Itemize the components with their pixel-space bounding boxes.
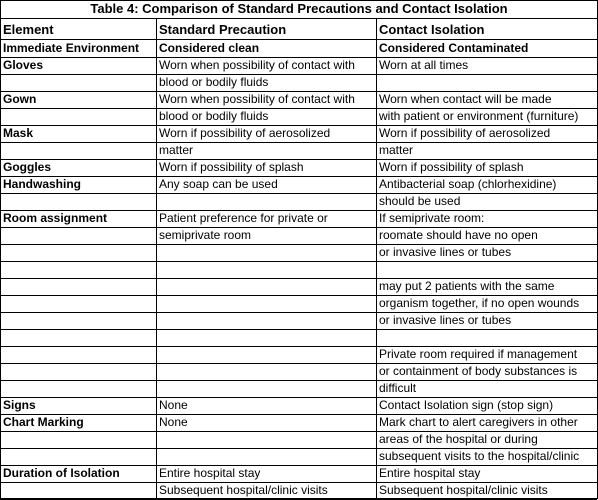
table-cell: Entire hospital stay: [159, 466, 261, 480]
table-cell: Worn if possibility of splash: [379, 160, 524, 174]
table-cell: Subsequent hospital/clinic visits: [379, 483, 548, 497]
table-cell: may put 2 patients with the same: [379, 279, 555, 293]
table-cell: matter: [159, 143, 194, 157]
row-label: Goggles: [3, 160, 52, 174]
table-cell: Considered clean: [159, 41, 260, 55]
table-cell: Worn if possibility of splash: [159, 160, 304, 174]
table-cell: Private room required if management: [379, 347, 578, 361]
table-cell: If semiprivate room:: [379, 211, 485, 225]
table-cell: Worn when possibility of contact with: [159, 92, 355, 106]
table-title: Table 4: Comparison of Standard Precautions and Contact Isolation: [90, 1, 508, 16]
table-cell: blood or bodily fluids: [159, 75, 269, 89]
table-cell: None: [159, 415, 188, 429]
row-label: Duration of Isolation: [3, 466, 120, 480]
row-label: Gown: [3, 92, 37, 106]
row-label: Room assignment: [3, 211, 108, 225]
table-cell: None: [159, 398, 188, 412]
table-cell: organism together, if no open wounds: [379, 296, 580, 310]
table-cell: difficult: [379, 381, 417, 395]
row-label: Handwashing: [3, 177, 82, 191]
column-header: Standard Precaution: [159, 22, 287, 37]
table-cell: Antibacterial soap (chlorhexidine): [379, 177, 557, 191]
table-cell: or invasive lines or tubes: [379, 313, 512, 327]
table-cell: Worn if possibility of aerosolized: [379, 126, 551, 140]
table-cell: Worn when contact will be made: [379, 92, 552, 106]
table-cell: semiprivate room: [159, 228, 252, 242]
table-cell: areas of the hospital or during: [379, 432, 538, 446]
row-label: Chart Marking: [3, 415, 84, 429]
table-cell: Patient preference for private or: [159, 211, 328, 225]
column-header: Contact Isolation: [379, 22, 485, 37]
row-label: Immediate Environment: [3, 41, 140, 55]
table-cell: Worn if possibility of aerosolized: [159, 126, 331, 140]
table-cell: subsequent visits to the hospital/clinic: [379, 449, 580, 463]
table-cell: Worn at all times: [379, 58, 469, 72]
row-label: Signs: [3, 398, 36, 412]
table-cell: Any soap can be used: [159, 177, 278, 191]
table-cell: Considered Contaminated: [379, 41, 529, 55]
table-cell: Worn when possibility of contact with: [159, 58, 355, 72]
table-cell: should be used: [379, 194, 461, 208]
table-cell: Subsequent hospital/clinic visits: [159, 483, 328, 497]
table-cell: Entire hospital stay: [379, 466, 481, 480]
table-cell: roomate should have no open: [379, 228, 538, 242]
table-cell: or containment of body substances is: [379, 364, 578, 378]
table-cell: Contact Isolation sign (stop sign): [379, 398, 554, 412]
column-header: Element: [3, 22, 54, 37]
row-label: Gloves: [3, 58, 44, 72]
table-cell: matter: [379, 143, 414, 157]
table-cell: or invasive lines or tubes: [379, 245, 512, 259]
table-cell: with patient or environment (furniture): [379, 109, 579, 123]
table-cell: Mark chart to alert caregivers in other: [379, 415, 578, 429]
row-label: Mask: [3, 126, 34, 140]
table-cell: blood or bodily fluids: [159, 109, 269, 123]
